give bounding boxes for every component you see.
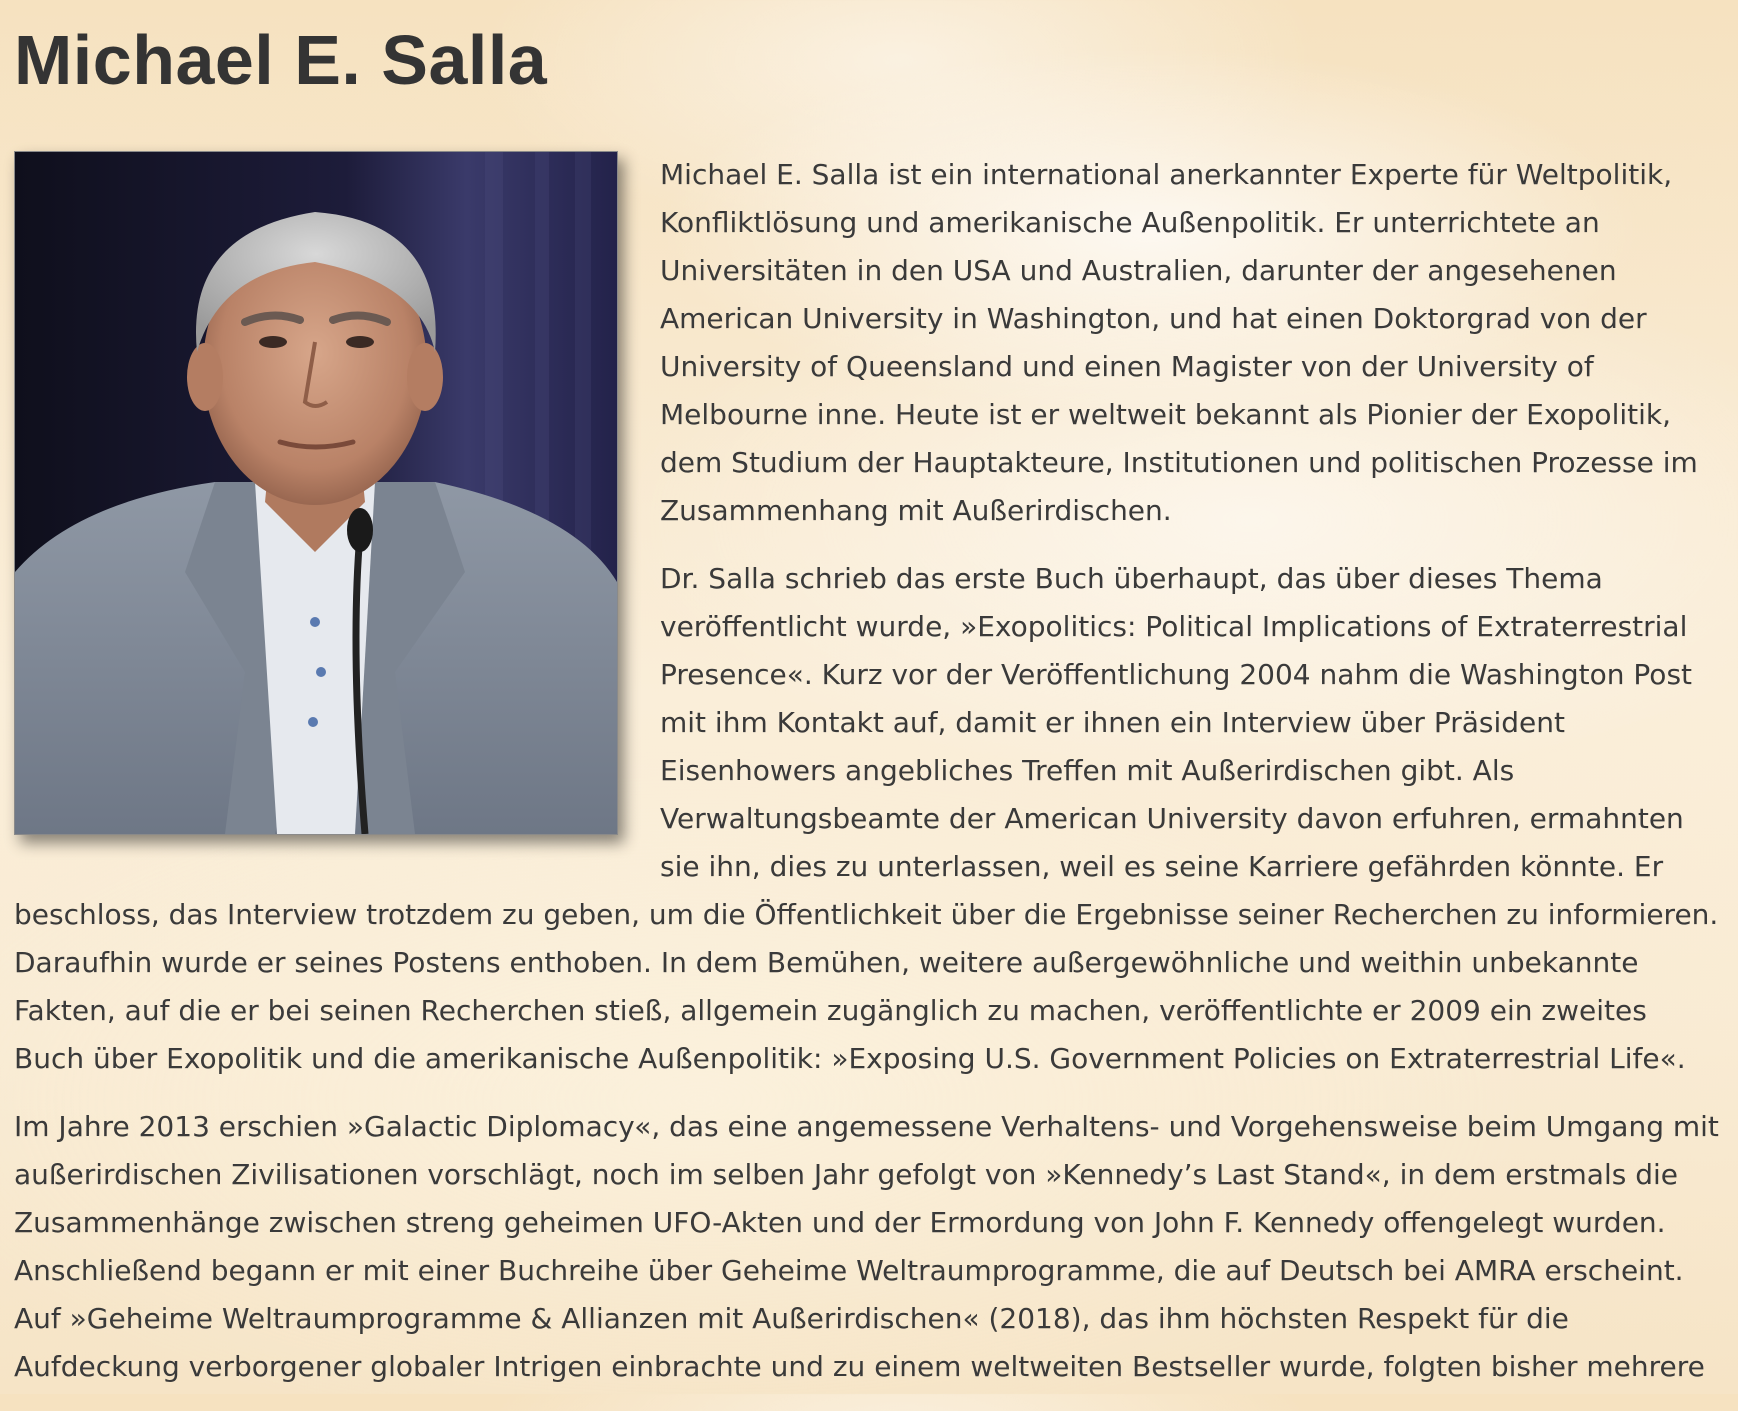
bio-paragraph-3: Im Jahre 2013 erschien »Galactic Diplomacy«, das eine angemessene Verhaltens- und Vorgehensweise beim Umgang mit außerirdischen Zivilisationen vorschlägt, noch im selben Jahr gefolgt von »Kennedy’s Last Stand«, in dem erstmals die Zusammenhänge zwischen streng geheimen UFO-Akten und der Ermordung von John F. Kennedy offengelegt wurden. Anschließend begann er mit einer Buchreihe über Geheime Weltraumprogramme, die auf Deutsch bei AMRA erscheint. Auf »Geheime Weltraumprogramme & Allianzen mit Außerirdischen« (2018), das ihm höchsten Respekt für die Aufdeckung verborgener globaler Intrigen einbrachte und zu einem weltweiten Bestseller wurde, folgten bisher mehrere — [14, 1110, 1719, 1383]
page-title: Michael E. Salla — [14, 21, 548, 99]
portrait-photo — [14, 151, 618, 835]
bio-paragraph-2: Dr. Salla schrieb das erste Buch überhaupt, das über dieses Thema veröffentlicht wurde, »Exopolitics: Political Implications of Extraterrestrial Presence«. Kurz vor der Veröffentlichung 2004 nahm die Washington Post mit ihm Kontakt auf, damit er ihnen ein Interview über Präsident Eisenhowers angebliches Treffen mit Außerirdischen gibt. Als Verwaltungsbeamte der American University davon erfuhren, ermahnten sie ihn, dies zu unterlassen, weil es seine Karriere gefährden könnte. Er beschloss, das Interview trotzdem zu geben, um die Öffentlichkeit über die Ergebnisse seiner Recherchen zu informieren. Daraufhin wurde er seines Postens enthoben. In dem Bemühen, weitere außergewöhnliche und weithin unbekannte Fakten, auf die er bei seinen Recherchen stieß, allgemein zugänglich zu machen, veröffentlichte er 2009 ein zweites Buch über Exopolitik und die amerikanische Außenpolitik: »Exposing U.S. Government Policies on Extraterrestrial Life«. — [14, 562, 1719, 1075]
page-container — [14, 0, 1724, 1411]
bio-content — [14, 151, 1724, 1391]
bio-paragraph-1: Michael E. Salla ist ein international anerkannter Experte für Weltpolitik, Konfliktlösung und amerikanische Außenpolitik. Er unterrichtete an Universitäten in den USA und Australien, darunter der angesehenen American University in Washington, und hat einen Doktorgrad von der University of Queensland und einen Magister von der University of Melbourne inne. Heute ist er weltweit bekannt als Pionier der Exopolitik, dem Studium der Hauptakteure, Institutionen und politischen Prozesse im Zusammenhang mit Außerirdischen. — [660, 158, 1698, 527]
